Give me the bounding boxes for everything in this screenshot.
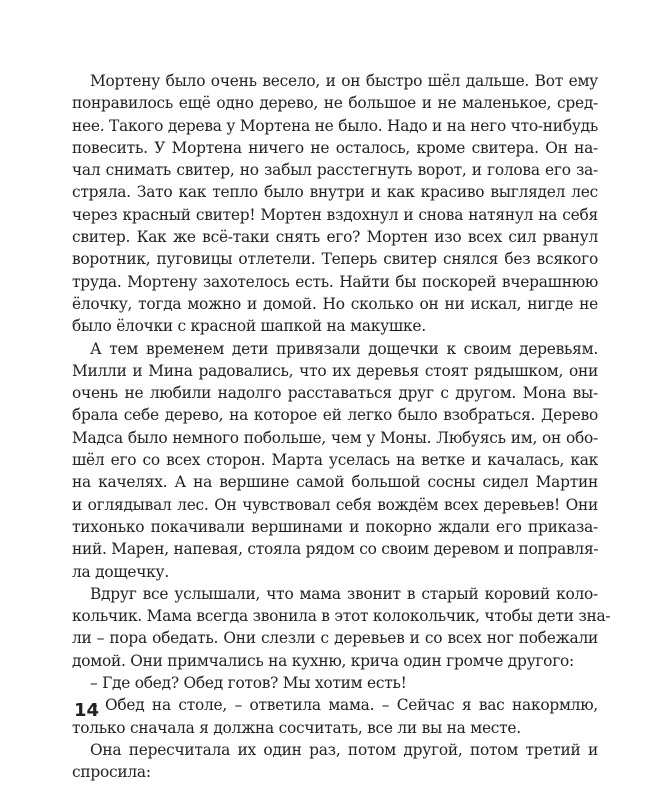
text-line: Мадса было немного побольше, чем у Моны. Любуясь им, он обо- [72,428,598,447]
text-line: ний. Марен, напевая, стояла рядом со своим деревом и поправля- [72,540,599,559]
text-line: свитер. Как же всё-таки снять его? Мортен изо всех сил рванул [72,228,598,247]
text-line: стряла. Зато как тепло было внутри и как красиво выглядел лес [72,183,598,202]
text-line: на качелях. А на вершине самой большой сосны сидел Мартин [72,473,598,492]
text-line: повесить. У Мортена ничего не осталось, кроме свитера. Он на- [72,138,598,157]
text-line: спросила: [72,763,151,782]
page-number: 14 [74,700,100,721]
text-line: через красный свитер! Мортен вздохнул и снова натянул на себя [72,205,598,224]
text-line: нее. Такого дерева у Мортена не было. Надо и на него что-нибудь [72,116,598,135]
text-line: и оглядывал лес. Он чувствовал себя вождём всех деревьев! Они [72,495,598,514]
text-line: Она пересчитала их один раз, потом другой, потом третий и [90,740,598,759]
text-line: очень не любили надолго расставаться друг с другом. Мона вы- [72,384,598,403]
text-line: домой. Они примчались на кухню, крича один громче другого: [72,651,574,670]
text-line: – Обед на столе, – ответила мама. – Сейчас я вас накормлю, [90,696,598,715]
text-line: ла дощечку. [72,562,169,581]
text-line: кольчик. Мама всегда звонила в этот колокольчик, чтобы дети зна- [72,607,611,626]
text-line: Милли и Мина радовались, что их деревья стоят рядышком, они [72,361,598,380]
text-line: труда. Мортену захотелось есть. Найти бы поскорей вчерашнюю [72,272,598,291]
text-line: было ёлочки с красной шапкой на макушке. [72,317,426,336]
text-line: – Где обед? Обед готов? Мы хотим есть! [90,674,407,693]
text-line: Вдруг все услышали, что мама звонит в старый коровий коло- [90,584,598,603]
text-line: тихонько покачивали вершинами и покорно ждали его приказа- [72,517,598,536]
text-line: ли – пора обедать. Они слезли с деревьев и со всех ног побежали [72,629,598,648]
text-line: понравилось ещё одно дерево, не большое и не маленькое, сред- [72,94,598,113]
text-line: ёлочку, тогда можно и домой. Но сколько он ни искал, нигде не [72,294,598,313]
text-line: чал снимать свитер, но забыл расстегнуть ворот, и голова его за- [72,161,598,180]
text-line: Мортену было очень весело, и он быстро шёл дальше. Вот ему [90,72,598,90]
text-line: воротник, пуговицы отлетели. Теперь свитер снялся без всякого [72,250,598,269]
text-line: шёл его со всех сторон. Марта уселась на ветке и качалась, как [72,451,598,470]
text-line: брала себе дерево, на которое ей легко было взобраться. Дерево [72,406,598,425]
body-text [72,70,611,784]
text-line: А тем временем дети привязали дощечки к своим деревьям. [90,339,598,358]
text-line: только сначала я должна сосчитать, все ли вы на месте. [72,718,521,737]
